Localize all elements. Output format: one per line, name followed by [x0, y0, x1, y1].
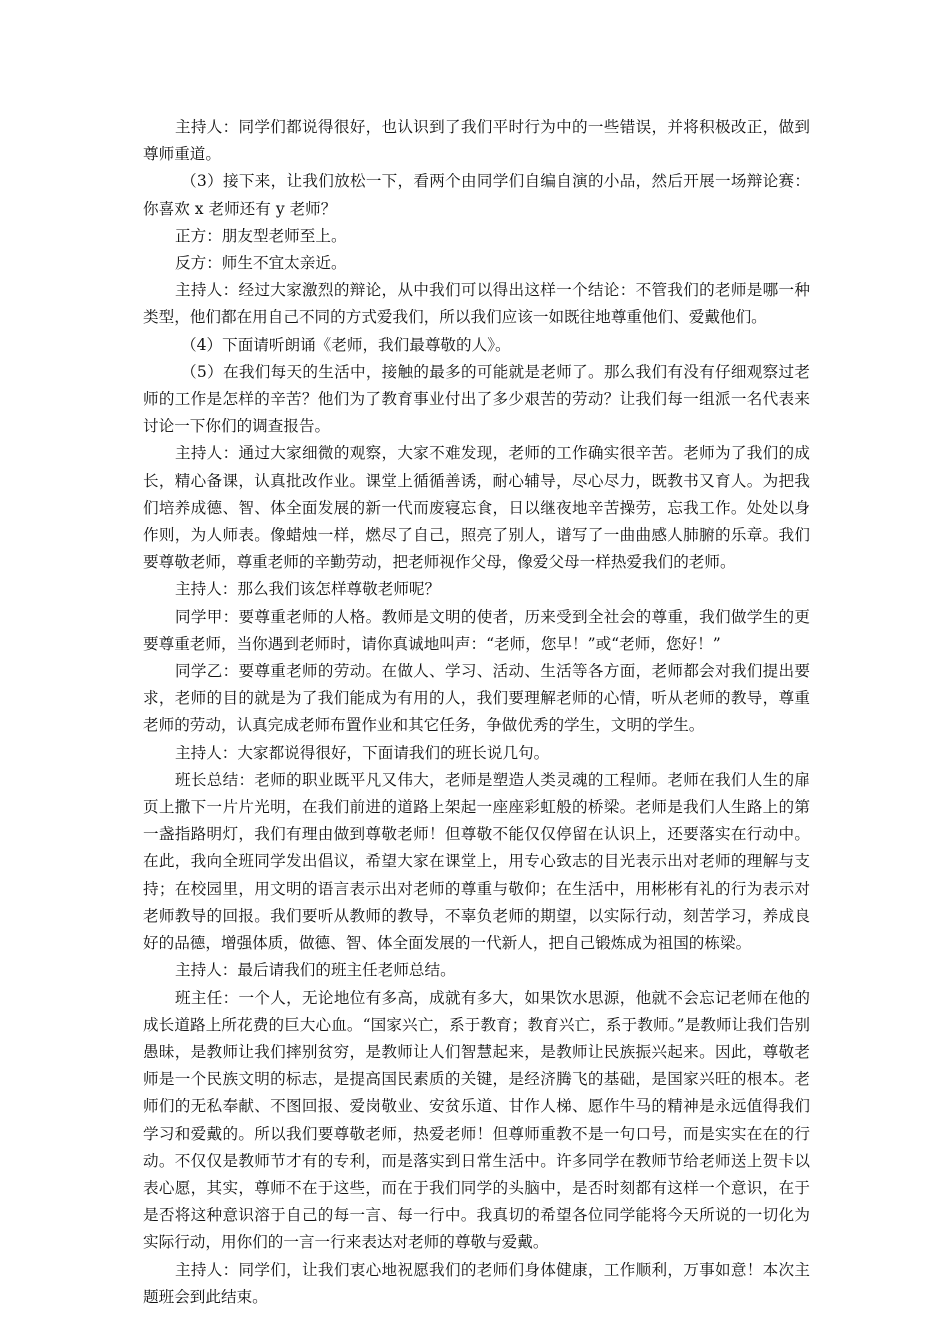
paragraph: 主持人：经过大家激烈的辩论，从中我们可以得出这样一个结论：不管我们的老师是哪一种类型，他们都在用自己不同的方式爱我们，所以我们应该一如既往地尊重他们、爱戴他们。	[143, 281, 810, 327]
paragraph: （3）接下来，让我们放松一下，看两个由同学们自编自演的小品，然后开展一场辩论赛：你喜欢 x 老师还有 y 老师？	[143, 172, 810, 218]
paragraph: 班长总结：老师的职业既平凡又伟大，老师是塑造人类灵魂的工程师。老师在我们人生的扉页上撒下一片片光明，在我们前进的道路上架起一座座彩虹般的桥梁。老师是我们人生路上的第一盏指路明灯，我们有理由做到尊敬老师！但尊敬不能仅仅停留在认识上，还要落实在行动中。在此，我向全班同学发出倡议，希望大家在课堂上，用专心致志的目光表示出对老师的理解与支持；在校园里，用文明的语言表示出对老师的尊重与敬仰；在生活中，用彬彬有礼的行为表示对老师教导的回报。我们要听从教师的教导，不辜负老师的期望，以实际行动，刻苦学习，养成良好的品德，增强体质，做德、智、体全面发展的一代新人，把自己锻炼成为祖国的栋梁。	[143, 770, 810, 953]
paragraph: 主持人：通过大家细微的观察，大家不难发现，老师的工作确实很辛苦。老师为了我们的成长，精心备课，认真批改作业。课堂上循循善诱，耐心辅导，尽心尽力，既教书又育人。为把我们培养成德、智、体全面发展的新一代而废寝忘食，日以继夜地辛苦操劳，忘我工作。处处以身作则，为人师表。像蜡烛一样，燃尽了自己，照亮了别人，谱写了一曲曲感人肺腑的乐章。我们要尊敬老师，尊重老师的辛勤劳动，把老师视作父母，像爱父母一样热爱我们的老师。	[143, 444, 810, 572]
paragraph: 反方：师生不宜太亲近。	[175, 254, 347, 273]
paragraph: （4）下面请听朗诵《老师，我们最尊敬的人》。	[181, 335, 511, 354]
paragraph: 主持人：最后请我们的班主任老师总结。	[175, 961, 456, 980]
paragraph: 正方：朋友型老师至上。	[175, 226, 347, 245]
paragraph: 班主任：一个人，无论地位有多高，成就有多大，如果饮水思源，他就不会忘记老师在他的成长道路上所花费的巨大心血。“国家兴亡，系于教育；教育兴亡，系于教师。”是教师让我们告别愚昧，是教师让我们摔别贫穷，是教师让人们智慧起来，是教师让民族振兴起来。因此，尊敬老师是一个民族文明的标志，是提高国民素质的关键，是经济腾飞的基础，是国家兴旺的根本。老师们的无私奉献、不图回报、爱岗敬业、安贫乐道、甘作人梯、愿作牛马的精神是永远值得我们学习和爱戴的。所以我们要尊敬老师，热爱老师！但尊师重教不是一句口号，而是实实在在的行动。不仅仅是教师节才有的专利，而是落实到日常生活中。许多同学在教师节给老师送上贺卡以表心愿，其实，尊师不在于这些，而在于我们同学的头脑中，是否时刻都有这样一个意识，在于是否将这种意识溶于自己的每一言、每一行中。我真切的希望各位同学能将今天所说的一切化为实际行动，用你们的一言一行来表达对老师的尊敬与爱戴。	[143, 988, 810, 1252]
document-body	[143, 114, 810, 1311]
paragraph: 主持人：大家都说得很好，下面请我们的班长说几句。	[175, 743, 550, 762]
paragraph: 同学乙：要尊重老师的劳动。在做人、学习、活动、生活等各方面，老师都会对我们提出要求，老师的目的就是为了我们能成为有用的人，我们要理解老师的心情，听从老师的教导，尊重老师的劳动，认真完成老师布置作业和其它任务，争做优秀的学生，文明的学生。	[143, 662, 810, 735]
paragraph: 主持人：同学们都说得很好，也认识到了我们平时行为中的一些错误，并将积极改正，做到尊师重道。	[143, 118, 810, 164]
paragraph: 同学甲：要尊重老师的人格。教师是文明的使者，历来受到全社会的尊重，我们做学生的更要尊重老师，当你遇到老师时，请你真诚地叫声：“老师，您早！”或“老师，您好！”	[143, 607, 810, 653]
paragraph: 主持人：同学们，让我们衷心地祝愿我们的老师们身体健康，工作顺利，万事如意！本次主题班会到此结束。	[143, 1260, 810, 1306]
paragraph: 主持人：那么我们该怎样尊敬老师呢？	[175, 580, 441, 599]
paragraph: （5）在我们每天的生活中，接触的最多的可能就是老师了。那么我们有没有仔细观察过老师的工作是怎样的辛苦？他们为了教育事业付出了多少艰苦的劳动？让我们每一组派一名代表来讨论一下你们的调查报告。	[143, 362, 810, 436]
